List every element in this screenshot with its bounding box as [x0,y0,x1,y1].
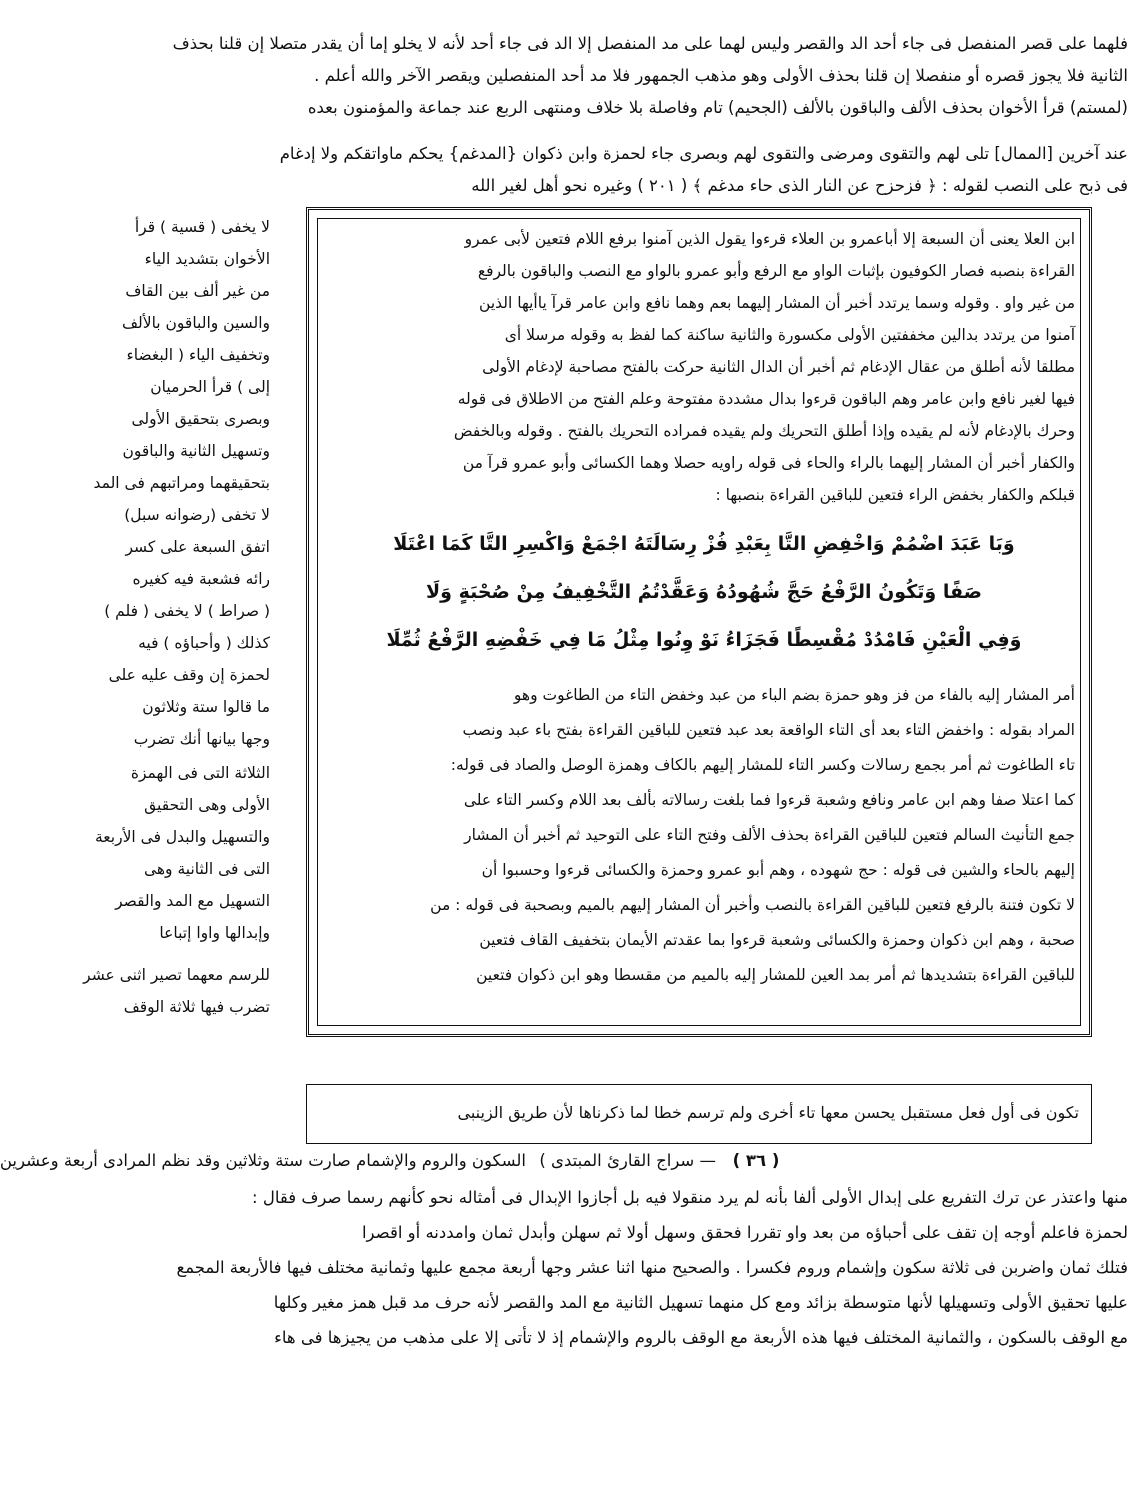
commentary-line: للباقين القراءة بتشديدها ثم أمر بمد العين للمشار إليه بالميم من مقسطا وهو ابن ذكوان فتعين [476,966,1075,984]
text-line: فلهما على قصر المنفصل فى جاء أحد الد والقصر وليس لهما على مد المنفصل إلا الد فى جاء أحد لأنه لا يخلو إما أن يقدر متصلا إن قلنا بحذف [172,34,1128,53]
poem-verse: وَفِي الْعَيْنِ فَامْدُدْ مُقْسِطًا فَجَزَاءُ نَوْ وِنُوا مِثْلُ مَا فِي خَفْضِهِ الرَّفْعُ ثُمِّلَا [386,629,1022,651]
column-line: للرسم معهما تصير اثنى عشر [83,966,270,984]
column-line: كذلك ( وأحباؤه ) فيه [138,634,270,652]
text-line: منها واعتذر عن ترك التفريع على إبدال الأولى ألفا بأنه لم يرد منقولا فيه بل أجازوا الإبدال فى أمثاله نحو كأنهم رسما صرف فقال : [252,1188,1128,1207]
column-line: والتسهيل والبدل فى الأربعة [94,828,270,846]
page-number: ( ٣٦ ) [732,1151,780,1170]
column-line: وجها بيانها أنك تضرب [133,730,270,748]
column-line: لا تخفى (رضوانه سبل) [124,506,270,524]
commentary-line: القراءة بنصبه فصار الكوفيون بإثبات الواو مع الرفع وأبو عمرو بالواو مع النصب والباقون بالرفع [477,262,1075,280]
column-line: من غير ألف بين القاف [125,282,270,300]
column-line: رائه فشعبة فيه كغيره [132,570,270,588]
commentary-line: آمنوا من يرتدد بدالين مخففتين الأولى مكسورة والثانية ساكنة كما لفظ به وقوله مرسلا أى [504,326,1075,344]
column-line: التسهيل مع المد والقصر [115,892,270,910]
commentary-line: كما اعتلا صفا وهم ابن عامر ونافع وشعبة قرءوا فما بلغت رسالاته بألف بعد اللام وكسر التاء على [463,791,1075,809]
commentary-line: إليهم بالحاء والشين فى قوله : حج شهوده ، وهم أبو عمرو وحمزة والكسائى قرءوا وحسبوا أن [481,861,1075,879]
text-line: (لمستم) قرأ الأخوان بحذف الألف والباقون بالألف (الجحيم) تام وفاصلة بلا خلاف ومنتهى الربع عند جماعة والمؤمنون بعده [307,98,1128,117]
footnote-box [306,1084,1092,1144]
column-line: الثلاثة التى فى الهمزة [130,764,270,782]
column-line: الأولى وهى التحقيق [144,796,270,814]
commentary-line: تاء الطاغوت ثم أمر بجمع رسالات وكسر التاء للمشار إليهم بالكاف وهمزة الوصل والصاد فى قوله: [450,756,1075,774]
commentary-line: من غير واو . وقوله وسما يرتدد أخبر أن المشار إليهما بعم وهما نافع وابن عامر قرآ ياأيها الذين [479,294,1075,312]
commentary-line: صحبة ، وهم ابن ذكوان وحمزة والكسائى وشعبة قرءوا بما عقدتم الأيمان بتخفيف القاف فتعين [479,931,1075,949]
commentary-line: المراد بقوله : واخفض التاء بعد أى التاء الواقعة بعد عبد فتعين للباقين القراءة بفتح باء عبد ونصب [462,721,1075,739]
column-line: لحمزة إن وقف عليه على [108,666,270,684]
poem-verse: وَبَا عَبَدَ اضْمُمْ وَاخْفِضِ التَّا بِعَبْدِ فُزْ رِسَالَتَهُ اجْمَعْ وَاكْسِرِ التَّا كَمَا اعْتَلَا [393,533,1015,555]
text-line: عليها تحقيق الأولى وتسهيلها لأنها متوسطة بزائد ومع كل منهما تسهيل الثانية مع المد والقصر لأنه حرف مد قبل همز مغير وكلها [273,1293,1128,1312]
column-line: بتحقيقهما ومراتبهم فى المد [93,474,270,492]
column-line: والسين والباقون بالألف [121,314,270,332]
column-line: ما قالوا ستة وثلاثون [142,698,270,716]
poem-verse: صَفًا وَتَكُونُ الرَّفْعُ حَجَّ شُهُودُهُ وَعَقَّدْتُمُ التَّخْفِيفُ مِنْ صُحْبَةٍ وَلَا [426,581,982,603]
column-line: اتفق السبعة على كسر [125,538,270,556]
header-text: السكون والروم والإشمام صارت ستة وثلاثين وقد نظم المرادى أربعة وعشرين [0,1151,526,1170]
column-line: إلى ) قرأ الحرميان [150,378,270,396]
commentary-line: والكفار أخبر أن المشار إليهما بالراء والحاء فى قوله راويه حصلا وهما الكسائى وأبو عمرو قرآ من [462,454,1075,472]
text-line: الثانية فلا يجوز قصره أو منفصلا إن قلنا بحذف الأولى وهو مذهب الجمهور فلا مد أحد المنفصلين ويقصر الآخر والله أعلم . [314,66,1128,85]
text-line: عند آخرين [الممال] تلى لهم والتقوى ومرضى والتقوى لهم وبصرى جاء لحمزة وابن ذكوان {المدغم} يحكم ماواتقكم ولا إدغام [279,144,1128,163]
column-line: التى فى الثانية وهى [143,860,270,878]
column-line: الأخوان بتشديد الياء [144,250,270,268]
text-line: فى ذبح على النصب لقوله : ﴿ فزحزح عن النار الذى حاء مدغم ﴾ ( ٢٠١ ) وغيره نحو أهل لغير الله [471,176,1128,195]
commentary-line: أمر المشار إليه بالفاء من فز وهو حمزة بضم الباء من عبد وخفض التاء من الطاغوت وهو [513,686,1075,704]
book-title: — سراج القارئ المبتدى ) [539,1151,716,1170]
column-line: وإبدالها واوا إتباعا [159,924,270,942]
commentary-line: لا تكون فتنة بالرفع فتعين للباقين القراءة بالنصب وأخبر أن المشار إليهم بالميم وبصحبة فى قوله : من [430,896,1075,914]
commentary-line: وحرك بالإدغام لأنه لم يقيده وإذا أطلق التحريك ولم يقيده فمراده التحريك بالفتح . وقوله وبالخفض [453,422,1075,440]
commentary-line: ابن العلا يعنى أن السبعة إلا أباعمرو بن العلاء قرءوا يقول الذين آمنوا برفع اللام فتعين لأبى عمرو [464,230,1075,248]
column-line: وتخفيف الياء ( البغضاء [126,346,270,364]
commentary-frame [306,207,1092,1037]
commentary-line: مطلقا لأنه أطلق من عقال الإدغام ثم أخبر أن الدال الثانية حركت بالفتح مصاحبة لإدغام الأولى [482,358,1075,376]
commentary-line: فيها لغير نافع وابن عامر وهم الباقون قرءوا بدال مشددة مفتوحة وعلم الفتح من الاطلاق فى قوله [457,390,1075,408]
column-line: تضرب فيها ثلاثة الوقف [123,998,270,1016]
running-header [0,1147,1126,1177]
text-line: لحمزة فاعلم أوجه إن تقف على أحباؤه من بعد واو تقررا فحقق وسهل أولا ثم سهلن وأبدل ثمان وامددنه أو اقصرا [361,1223,1128,1242]
column-line: لا يخفى ( قسية ) قرأ [134,218,270,236]
text-line: مع الوقف بالسكون ، والثمانية المختلف فيها هذه الأربعة مع الوقف بالروم والإشمام إذ لا تأتى إلا على مذهب من يجيزها فى هاء [274,1328,1128,1347]
column-line: وبصرى بتحقيق الأولى [131,410,270,428]
commentary-line: جمع التأنيث السالم فتعين للباقين القراءة بحذف الألف وفتح التاء على التوحيد ثم أخبر أن المشار [464,826,1075,844]
column-line: وتسهيل الثانية والباقون [122,442,270,460]
column-line: ( صراط ) لا يخفى ( فلم ) [104,602,270,620]
text-line: فتلك ثمان واضربن فى ثلاثة سكون وإشمام وروم فكسرا . والصحيح منها اثنا عشر وجها أربعة مجمع عليها وثمانية مختلف فيها فالأربعة المجمع [176,1258,1128,1277]
footnote-text: تكون فى أول فعل مستقبل يحسن معها تاء أخرى ولم ترسم خطا لما ذكرناها لأن طريق الزينبى [457,1103,1079,1122]
commentary-line: قبلكم والكفار بخفض الراء فتعين للباقين القراءة بنصبها : [715,486,1075,504]
